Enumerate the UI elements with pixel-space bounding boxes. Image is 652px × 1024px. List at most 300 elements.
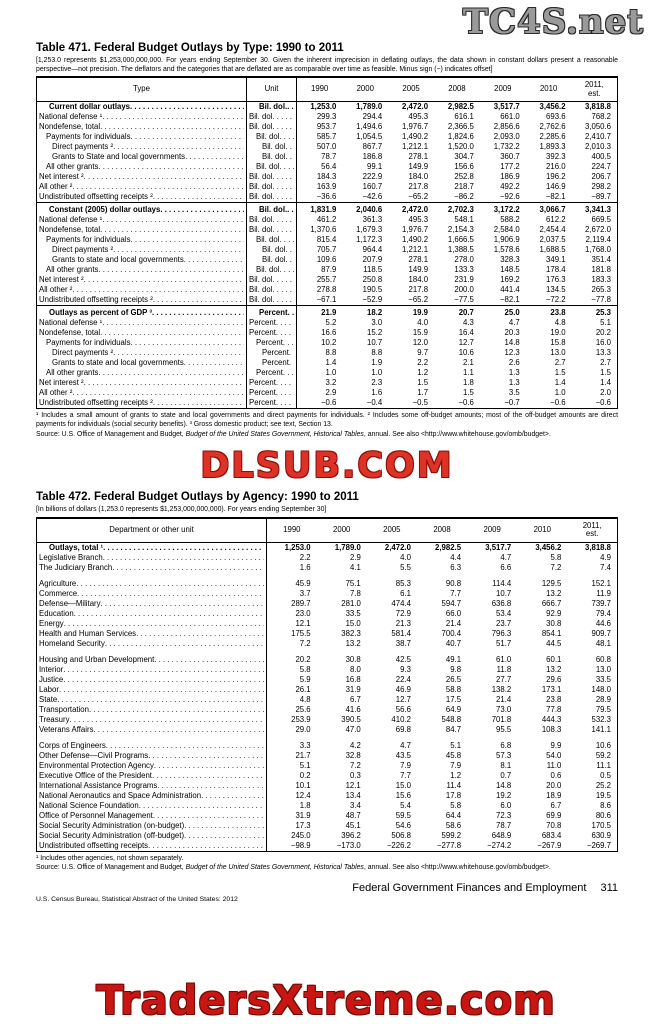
value-cell: 200.0 bbox=[454, 285, 474, 295]
leader-dots bbox=[153, 811, 264, 821]
value-cell: 27.7 bbox=[496, 674, 512, 684]
value-cell: 4.2 bbox=[349, 740, 361, 750]
value-cell: 173.1 bbox=[541, 684, 562, 694]
value-cell: 2,454.4 bbox=[539, 225, 566, 235]
unit-cell: Bil. dol . . . bbox=[247, 295, 297, 306]
value-cell: −65.2 bbox=[408, 192, 429, 202]
leader-dots bbox=[283, 338, 294, 348]
value-cell: 3.4 bbox=[349, 800, 361, 810]
value-cell: 1,679.3 bbox=[356, 225, 383, 235]
table-471-section bbox=[36, 42, 618, 439]
value-cell: 705.7 bbox=[316, 245, 337, 255]
leader-dots bbox=[154, 655, 264, 665]
row-label: Nondefense, total . . . bbox=[37, 328, 247, 338]
table-row bbox=[37, 685, 618, 695]
value-cell: 4.9 bbox=[600, 552, 611, 562]
header-row bbox=[37, 518, 618, 543]
leader-dots bbox=[272, 225, 294, 235]
value-cell: 3.2 bbox=[325, 378, 337, 388]
row-label: Payments for individuals . . . bbox=[37, 132, 247, 142]
value-cell: 45.8 bbox=[445, 750, 462, 760]
value-cell: 2,154.3 bbox=[447, 225, 474, 235]
value-cell: 1.0 bbox=[325, 368, 337, 378]
table-row bbox=[37, 781, 618, 791]
row-label: Outlays, total ¹ . . . bbox=[37, 542, 267, 553]
leader-dots bbox=[76, 579, 264, 589]
value-cell: 25.3 bbox=[572, 306, 618, 319]
value-cell: 23.7 bbox=[496, 618, 512, 628]
leader-dots bbox=[98, 368, 244, 378]
value-cell: 190.5 bbox=[362, 285, 383, 295]
value-cell: 616.1 bbox=[454, 112, 474, 122]
source-publication: Budget of the United States Government, Historical Tables bbox=[185, 430, 364, 438]
value-cell: −173.0 bbox=[336, 840, 361, 850]
table-row bbox=[37, 295, 618, 306]
value-cell: 2,472.0 bbox=[388, 203, 434, 216]
leader-dots bbox=[289, 348, 294, 358]
value-cell: 186.9 bbox=[500, 172, 520, 182]
column-header: 2009 bbox=[480, 77, 526, 102]
value-cell: 2,037.5 bbox=[539, 235, 566, 245]
leader-dots bbox=[72, 388, 244, 398]
value-cell: 19.5 bbox=[595, 790, 611, 800]
value-cell: 181.8 bbox=[591, 265, 611, 275]
value-cell: 2.7 bbox=[600, 358, 611, 368]
column-header: 2000 bbox=[317, 518, 367, 543]
leader-dots bbox=[272, 172, 294, 182]
value-cell: 9.3 bbox=[400, 664, 411, 674]
value-cell: 13.0 bbox=[550, 348, 566, 358]
column-header: Department or other unit bbox=[37, 518, 267, 543]
watermark-dlsub: DLSUB.COM bbox=[200, 446, 454, 487]
value-cell: 25.0 bbox=[480, 306, 526, 319]
value-cell: 90.8 bbox=[445, 578, 462, 588]
table-row bbox=[37, 751, 618, 761]
row-label: Nondefense, total . . . bbox=[37, 122, 247, 132]
value-cell: 20.3 bbox=[504, 328, 520, 338]
value-cell: 1,789.0 bbox=[356, 102, 383, 112]
leader-dots bbox=[279, 162, 294, 172]
value-cell: −267.9 bbox=[537, 840, 562, 850]
value-cell: 42.5 bbox=[395, 654, 411, 664]
value-cell: 18.9 bbox=[546, 790, 562, 800]
value-cell: 87.9 bbox=[321, 265, 337, 275]
value-cell: 599.2 bbox=[441, 830, 462, 840]
row-label: Other Defense—Civil Programs . . . bbox=[37, 751, 267, 761]
value-cell: 796.3 bbox=[491, 628, 512, 638]
column-header: 1990 bbox=[267, 518, 317, 543]
value-cell: 6.7 bbox=[349, 694, 361, 704]
leader-dots bbox=[153, 398, 244, 408]
value-cell: 5.2 bbox=[325, 318, 337, 328]
leader-dots bbox=[184, 358, 244, 368]
table-row bbox=[37, 132, 618, 142]
value-cell: 218.7 bbox=[454, 182, 474, 192]
value-cell: 2,856.6 bbox=[493, 122, 520, 132]
leader-dots bbox=[106, 741, 264, 751]
value-cell: 44.5 bbox=[546, 638, 562, 648]
source-text: Source: U.S. Office of Management and Budget, bbox=[36, 430, 186, 438]
value-cell: −0.6 bbox=[595, 398, 611, 408]
value-cell: 304.7 bbox=[454, 152, 474, 162]
leader-dots bbox=[152, 308, 244, 318]
value-cell: 6.6 bbox=[500, 562, 512, 572]
value-cell: −72.2 bbox=[545, 295, 566, 305]
value-cell: 2.6 bbox=[508, 358, 520, 368]
row-label: Social Security Administration (off-budget) . . . bbox=[37, 831, 267, 841]
value-cell: 1,490.2 bbox=[402, 132, 429, 142]
value-cell: −36.6 bbox=[316, 192, 337, 202]
value-cell: 149.9 bbox=[408, 265, 429, 275]
value-cell: 964.4 bbox=[362, 245, 383, 255]
leader-dots bbox=[184, 821, 264, 831]
value-cell: 2,762.6 bbox=[539, 122, 566, 132]
unit-cell: Bil. dol . . . bbox=[247, 162, 297, 172]
value-cell: 41.6 bbox=[345, 704, 361, 714]
value-cell: 1.8 bbox=[463, 378, 474, 388]
value-cell: 400.5 bbox=[591, 152, 611, 162]
value-cell: 5.1 bbox=[299, 760, 311, 770]
leader-dots bbox=[131, 235, 244, 245]
value-cell: 1,768.0 bbox=[584, 245, 611, 255]
value-cell: 58.8 bbox=[445, 684, 462, 694]
value-cell: 700.4 bbox=[441, 628, 462, 638]
table-row bbox=[37, 563, 618, 573]
value-cell: 1,520.0 bbox=[447, 142, 474, 152]
leader-dots bbox=[272, 182, 294, 192]
unit-cell: Bil. dol . . . bbox=[247, 285, 297, 295]
value-cell: 17.5 bbox=[445, 694, 462, 704]
value-cell: 9.7 bbox=[417, 348, 429, 358]
value-cell: 79.4 bbox=[595, 608, 611, 618]
value-cell: 146.9 bbox=[546, 182, 566, 192]
row-label: Current dollar outlays . . . bbox=[37, 102, 247, 113]
table-row bbox=[37, 821, 618, 831]
leader-dots bbox=[272, 192, 294, 202]
value-cell: 44.6 bbox=[595, 618, 611, 628]
value-cell: 255.7 bbox=[316, 275, 337, 285]
value-cell: 648.9 bbox=[491, 830, 512, 840]
row-label: Direct payments ² . . . bbox=[37, 142, 247, 152]
value-cell: 99.1 bbox=[367, 162, 383, 172]
value-cell: 1,824.6 bbox=[447, 132, 474, 142]
value-cell: 2.7 bbox=[554, 358, 566, 368]
value-cell: 392.3 bbox=[546, 152, 566, 162]
value-cell: 4.4 bbox=[450, 552, 462, 562]
row-label: All other ² . . . bbox=[37, 388, 247, 398]
value-cell: 581.4 bbox=[391, 628, 411, 638]
row-label: Education . . . bbox=[37, 609, 267, 619]
value-cell: 12.1 bbox=[345, 780, 361, 790]
value-cell: 4.7 bbox=[500, 552, 512, 562]
table-471 bbox=[36, 76, 618, 409]
leader-dots bbox=[276, 378, 294, 388]
page-number: 311 bbox=[600, 882, 618, 895]
value-cell: 70.8 bbox=[546, 820, 562, 830]
value-cell: 612.2 bbox=[546, 215, 566, 225]
table-row bbox=[37, 245, 618, 255]
table-row bbox=[37, 735, 618, 751]
table-row bbox=[37, 215, 618, 225]
value-cell: 10.1 bbox=[295, 780, 311, 790]
table-row bbox=[37, 761, 618, 771]
table-row bbox=[37, 112, 618, 122]
row-label: All other ² . . . bbox=[37, 182, 247, 192]
value-cell: 45.9 bbox=[295, 578, 311, 588]
value-cell: 43.5 bbox=[395, 750, 411, 760]
value-cell: 5.5 bbox=[400, 562, 411, 572]
value-cell: 7.7 bbox=[400, 770, 411, 780]
value-cell: 84.7 bbox=[445, 724, 462, 734]
value-cell: 61.0 bbox=[496, 654, 512, 664]
value-cell: 2,702.3 bbox=[434, 203, 480, 216]
value-cell: 13.2 bbox=[546, 588, 562, 598]
row-label: Constant (2005) dollar outlays . . . bbox=[37, 203, 247, 216]
value-cell: 12.0 bbox=[412, 338, 429, 348]
value-cell: 31.9 bbox=[345, 684, 361, 694]
value-cell: 20.2 bbox=[295, 654, 311, 664]
value-cell: 10.6 bbox=[458, 348, 474, 358]
value-cell: 184.0 bbox=[408, 172, 429, 182]
value-cell: 160.7 bbox=[362, 182, 383, 192]
row-label: Health and Human Services . . . bbox=[37, 629, 267, 639]
table-row bbox=[37, 348, 618, 358]
table-row bbox=[37, 152, 618, 162]
unit-cell: Bil. dol . . . bbox=[247, 275, 297, 285]
source-text: Source: U.S. Office of Management and Budget, bbox=[36, 864, 186, 872]
value-cell: 19.2 bbox=[496, 790, 512, 800]
value-cell: 2,584.0 bbox=[493, 225, 520, 235]
leader-dots bbox=[157, 781, 264, 791]
column-header: 2011, est. bbox=[572, 77, 618, 102]
leader-dots bbox=[131, 132, 244, 142]
leader-dots bbox=[152, 771, 264, 781]
table-row bbox=[37, 665, 618, 675]
value-cell: 1.3 bbox=[508, 378, 520, 388]
value-cell: 21.3 bbox=[395, 618, 411, 628]
leader-dots bbox=[105, 639, 264, 649]
value-cell: 1,831.9 bbox=[297, 203, 343, 216]
value-cell: 1.3 bbox=[508, 368, 520, 378]
value-cell: 10.7 bbox=[496, 588, 512, 598]
row-label: Legislative Branch . . . bbox=[37, 553, 267, 563]
value-cell: 278.8 bbox=[316, 285, 337, 295]
value-cell: 23.8 bbox=[546, 694, 562, 704]
value-cell: 1.5 bbox=[417, 378, 429, 388]
leader-dots bbox=[102, 112, 244, 122]
value-cell: 0.2 bbox=[299, 770, 311, 780]
value-cell: 56.6 bbox=[395, 704, 411, 714]
value-cell: 118.5 bbox=[363, 265, 383, 275]
leader-dots bbox=[272, 122, 294, 132]
value-cell: 5.9 bbox=[299, 674, 311, 684]
value-cell: 4.8 bbox=[554, 318, 566, 328]
value-cell: −65.2 bbox=[408, 295, 429, 305]
leader-dots bbox=[288, 308, 294, 318]
table-row bbox=[37, 715, 618, 725]
value-cell: 2,119.4 bbox=[585, 235, 611, 245]
value-cell: 5.8 bbox=[550, 552, 562, 562]
table-471-source bbox=[36, 431, 618, 440]
column-header: 2010 bbox=[517, 518, 567, 543]
value-cell: 693.6 bbox=[546, 112, 566, 122]
unit-cell: Bil. dol . . . bbox=[247, 192, 297, 203]
value-cell: 2,472.0 bbox=[384, 542, 411, 552]
value-cell: 10.6 bbox=[595, 740, 611, 750]
value-cell: 3,341.3 bbox=[572, 203, 618, 216]
source-text: , annual. See also <http://www.whitehouse.gov/omb/budget>. bbox=[363, 864, 551, 872]
value-cell: −0.6 bbox=[320, 398, 337, 408]
value-cell: 3.5 bbox=[508, 388, 520, 398]
value-cell: −269.7 bbox=[586, 840, 611, 850]
column-header: 2008 bbox=[417, 518, 467, 543]
value-cell: 14.8 bbox=[504, 338, 520, 348]
value-cell: 661.0 bbox=[500, 112, 520, 122]
value-cell: 22.4 bbox=[395, 674, 411, 684]
value-cell: 15.8 bbox=[550, 338, 566, 348]
leader-dots bbox=[100, 225, 244, 235]
value-cell: 444.3 bbox=[541, 714, 562, 724]
value-cell: 636.8 bbox=[491, 598, 512, 608]
table-row bbox=[37, 573, 618, 589]
value-cell: 3,172.2 bbox=[480, 203, 526, 216]
value-cell: 507.0 bbox=[316, 142, 337, 152]
value-cell: 585.7 bbox=[316, 132, 337, 142]
value-cell: 3.7 bbox=[299, 588, 311, 598]
value-cell: 64.4 bbox=[445, 810, 462, 820]
value-cell: 170.5 bbox=[591, 820, 611, 830]
value-cell: 3.3 bbox=[299, 740, 311, 750]
value-cell: 78.7 bbox=[496, 820, 512, 830]
leader-dots bbox=[64, 619, 264, 629]
value-cell: 6.3 bbox=[450, 562, 462, 572]
value-cell: 1.2 bbox=[417, 368, 429, 378]
leader-dots bbox=[279, 235, 294, 245]
value-cell: 382.3 bbox=[341, 628, 361, 638]
value-cell: 148.5 bbox=[500, 265, 520, 275]
leader-dots bbox=[185, 152, 244, 162]
value-cell: 6.8 bbox=[500, 740, 512, 750]
value-cell: 23.8 bbox=[526, 306, 572, 319]
value-cell: 683.4 bbox=[541, 830, 562, 840]
value-cell: 360.7 bbox=[500, 152, 520, 162]
row-label: The Judiciary Branch . . . bbox=[37, 563, 267, 573]
leader-dots bbox=[89, 705, 264, 715]
leader-dots bbox=[100, 122, 244, 132]
value-cell: −52.9 bbox=[362, 295, 383, 305]
table-row bbox=[37, 831, 618, 841]
value-cell: 5.1 bbox=[450, 740, 462, 750]
unit-cell: Bil. dol. . . . bbox=[247, 102, 297, 113]
value-cell: 1.5 bbox=[463, 388, 474, 398]
value-cell: 3,456.2 bbox=[535, 542, 562, 552]
value-cell: 33.5 bbox=[345, 608, 361, 618]
value-cell: 630.9 bbox=[591, 830, 611, 840]
table-471-note: [1,253.0 represents $1,253,000,000,000. For years ending September 30. Given the inherent imprecision in deflating outlays, the data shown in constant dollars present a reasonable perspective—not precision. The deflators and the categories that are deflated are as comparable over time as feasible. Minus sign (−) indicates offset] bbox=[36, 57, 618, 73]
leader-dots bbox=[272, 275, 294, 285]
value-cell: 222.9 bbox=[362, 172, 383, 182]
value-cell: 58.6 bbox=[445, 820, 462, 830]
value-cell: −42.6 bbox=[362, 192, 383, 202]
value-cell: 15.6 bbox=[395, 790, 411, 800]
value-cell: 16.8 bbox=[345, 674, 361, 684]
leader-dots bbox=[148, 841, 264, 851]
value-cell: 1,388.5 bbox=[447, 245, 474, 255]
leader-dots bbox=[272, 112, 294, 122]
table-row bbox=[37, 255, 618, 265]
value-cell: 10.7 bbox=[367, 338, 383, 348]
table-row bbox=[37, 629, 618, 639]
row-label: Commerce . . . bbox=[37, 589, 267, 599]
value-cell: 21.7 bbox=[295, 750, 311, 760]
value-cell: 1.0 bbox=[554, 388, 566, 398]
table-row bbox=[37, 172, 618, 182]
value-cell: 53.4 bbox=[496, 608, 512, 618]
value-cell: 206.7 bbox=[591, 172, 611, 182]
value-cell: 3,517.7 bbox=[485, 542, 512, 552]
value-cell: −77.8 bbox=[591, 295, 611, 305]
row-label: Payments for individuals . . . bbox=[37, 338, 247, 348]
leader-dots bbox=[279, 132, 294, 142]
value-cell: 2,472.0 bbox=[402, 102, 429, 112]
row-label: All other grants . . . bbox=[37, 265, 247, 275]
leader-dots bbox=[148, 751, 264, 761]
leader-dots bbox=[276, 398, 294, 408]
value-cell: 4.1 bbox=[349, 562, 361, 572]
value-cell: 2.9 bbox=[325, 388, 337, 398]
value-cell: 2,093.0 bbox=[493, 132, 520, 142]
value-cell: 298.2 bbox=[591, 182, 611, 192]
value-cell: 73.0 bbox=[496, 704, 512, 714]
column-header: 2011, est. bbox=[567, 518, 617, 543]
value-cell: −226.2 bbox=[386, 840, 411, 850]
value-cell: 2.2 bbox=[299, 552, 311, 562]
value-cell: 57.3 bbox=[496, 750, 512, 760]
value-cell: 13.0 bbox=[595, 664, 611, 674]
value-cell: 3,818.8 bbox=[584, 542, 611, 552]
value-cell: 1.8 bbox=[299, 800, 311, 810]
value-cell: 21.4 bbox=[445, 618, 462, 628]
value-cell: 149.9 bbox=[408, 162, 429, 172]
value-cell: 13.2 bbox=[345, 638, 361, 648]
value-cell: 9.9 bbox=[550, 740, 562, 750]
value-cell: 8.0 bbox=[349, 664, 361, 674]
table-472-source bbox=[36, 864, 618, 873]
table-row bbox=[37, 235, 618, 245]
value-cell: 30.8 bbox=[345, 654, 361, 664]
value-cell: −0.7 bbox=[504, 398, 520, 408]
value-cell: 6.0 bbox=[500, 800, 512, 810]
leader-dots bbox=[84, 275, 244, 285]
leader-dots bbox=[139, 801, 264, 811]
row-label: Outlays as percent of GDP ³ . . . bbox=[37, 306, 247, 319]
column-header: 2005 bbox=[388, 77, 434, 102]
value-cell: 1,253.0 bbox=[284, 542, 311, 552]
value-cell: 548.8 bbox=[441, 714, 462, 724]
row-label: Housing and Urban Development . . . bbox=[37, 649, 267, 665]
leader-dots bbox=[113, 245, 244, 255]
value-cell: 72.9 bbox=[395, 608, 411, 618]
value-cell: 278.1 bbox=[408, 255, 429, 265]
value-cell: 1,054.5 bbox=[356, 132, 383, 142]
table-472-footnotes: ¹ Includes other agencies, not shown separately. bbox=[36, 854, 184, 862]
table-row bbox=[37, 553, 618, 563]
value-cell: 69.8 bbox=[395, 724, 411, 734]
row-label: Net interest ² . . . bbox=[37, 378, 247, 388]
table-row bbox=[37, 122, 618, 132]
value-cell: 176.3 bbox=[546, 275, 566, 285]
value-cell: 1,494.6 bbox=[356, 122, 383, 132]
